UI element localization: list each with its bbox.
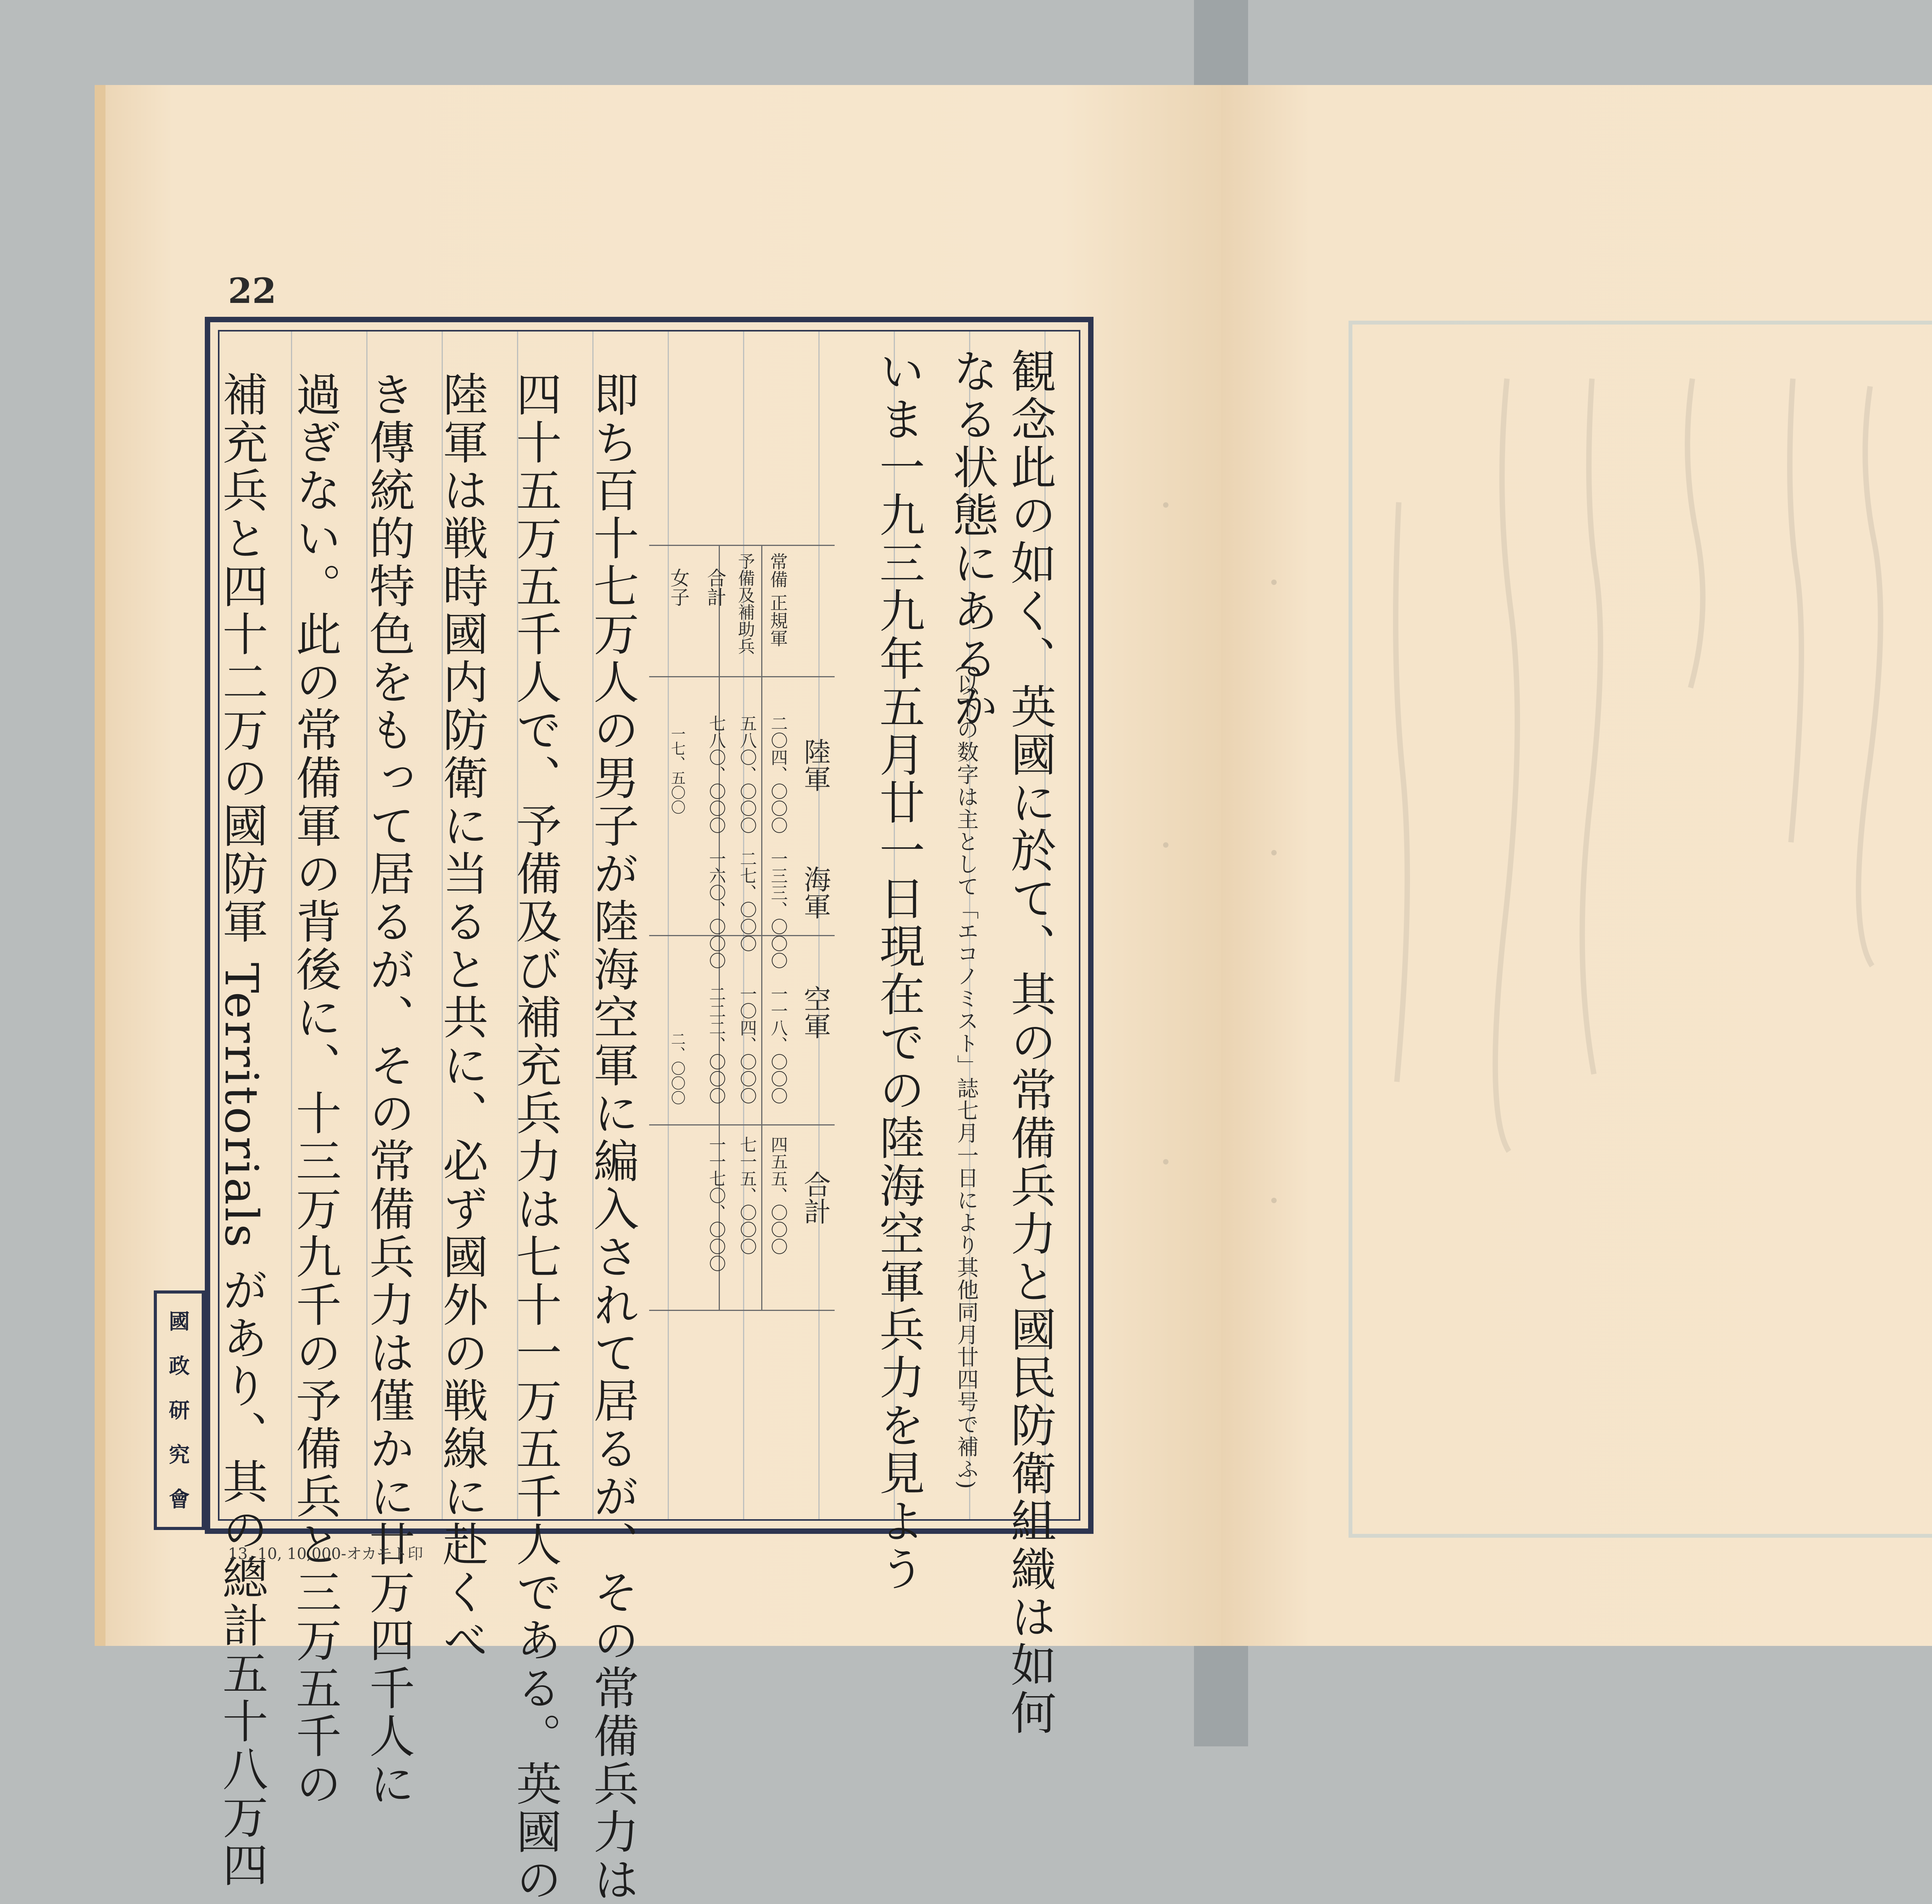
stamp-char: 會: [169, 1487, 190, 1511]
table-rowlabel-reserve: 予備及補助兵: [735, 552, 755, 654]
binding-hole: [1271, 850, 1277, 855]
table-header-total: 合計: [799, 1171, 831, 1225]
stamp-char: 政: [169, 1353, 190, 1378]
left-page-number: 22: [228, 270, 277, 311]
table-cell: 二〇四、〇〇〇: [768, 715, 787, 834]
text-column-5: 四十五万五千人で、予備及び補充兵力は七十一万五千人である。英國の: [509, 371, 562, 1904]
table-cell: 一一八、〇〇〇: [768, 985, 787, 1104]
table-cell: 一七、五〇〇: [668, 726, 685, 814]
binding-hole: [1271, 580, 1277, 585]
text-column-3: いま一九三九年五月廿一日現在での陸海空軍兵力を見よう: [872, 348, 925, 1593]
table-cell: 七八〇、〇〇〇: [706, 715, 726, 834]
table-cell: 一一七〇、〇〇〇: [706, 1136, 726, 1272]
table-header-navy: 海軍: [799, 865, 831, 920]
binding-hole: [1163, 1159, 1168, 1164]
table-cell: 一〇四、〇〇〇: [737, 985, 757, 1104]
binding-hole: [1163, 502, 1168, 508]
table-cell: 一三三、〇〇〇: [768, 850, 787, 969]
text-column-4: 即ち百十七万人の男子が陸海空軍に編入されて居るが、その常備兵力は: [586, 371, 639, 1904]
right-page-frame: [1349, 321, 1932, 1538]
text-column-9: 補充兵と四十二万の國防軍 Territorials があり、其の總計五十八万四: [215, 371, 268, 1890]
military-strength-table: [649, 545, 835, 1310]
table-cell: 二二二、〇〇〇: [706, 985, 726, 1104]
text-column-2-note: (以下の数字は主として「エコノミスト」誌七月一日により其他同月廿四号で補ふ): [954, 665, 979, 1490]
table-header-air: 空軍: [799, 985, 831, 1039]
table-cell: 二七、〇〇〇: [737, 850, 757, 952]
publisher-stamp: [154, 1290, 205, 1530]
table-header-army: 陸軍: [799, 738, 831, 792]
text-column-7: き傳統的特色をもって居るが、その常備兵力は僅かに廿万四千人に: [362, 371, 415, 1808]
table-cell: 五八〇、〇〇〇: [737, 715, 757, 834]
binding-hole: [1163, 842, 1168, 848]
table-cell: 二、〇〇〇: [668, 1032, 685, 1105]
text-column-1: 観念此の如く、英國に於て、其の常備兵力と國民防衛組織は如何: [1003, 348, 1056, 1737]
stamp-char: 研: [169, 1398, 190, 1423]
table-rowlabel-regular: 常備 正規軍: [767, 552, 788, 647]
binding-hole: [1271, 1198, 1277, 1203]
table-cell: 一六〇、〇〇〇: [706, 850, 726, 969]
text-column-8: 過ぎない。此の常備軍の背後に、十三万九千の予備兵と三万五千の: [288, 371, 342, 1808]
table-cell: 七一五、〇〇〇: [737, 1136, 757, 1255]
text-column-6: 陸軍は戦時國内防衛に当ると共に、必ず國外の戦線に赴くべ: [435, 371, 488, 1664]
table-rowlabel-women: 女子: [667, 568, 690, 607]
stamp-char: 究: [169, 1442, 190, 1467]
table-rowlabel-total: 合計: [704, 568, 726, 607]
printer-footer: 13, 10, 10,000-オカモト印: [228, 1545, 423, 1563]
text-column-2: なる状態にあるか: [945, 348, 998, 731]
stamp-char: 國: [169, 1309, 190, 1334]
table-cell: 四五五、〇〇〇: [768, 1136, 787, 1255]
